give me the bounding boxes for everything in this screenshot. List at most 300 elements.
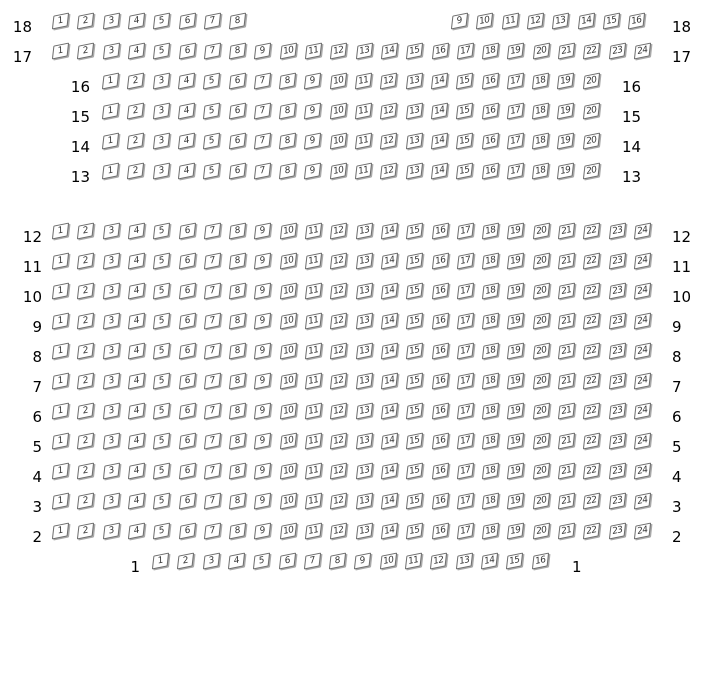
seat-row-6-seat-2[interactable] bbox=[75, 402, 96, 420]
seat-row-10-seat-16[interactable] bbox=[430, 282, 451, 300]
seat-row-11-seat-21[interactable] bbox=[556, 252, 577, 270]
seat-row-2-seat-12[interactable] bbox=[328, 522, 349, 540]
seat-row-6-seat-12[interactable] bbox=[328, 402, 349, 420]
seat-row-16-seat-16[interactable] bbox=[480, 72, 501, 90]
seat-row-3-seat-6[interactable] bbox=[177, 492, 198, 510]
seat-row-2-seat-11[interactable] bbox=[303, 522, 324, 540]
seat-row-14-seat-18[interactable] bbox=[530, 132, 551, 150]
seat-row-1-seat-4[interactable] bbox=[226, 552, 247, 570]
seat-row-5-seat-16[interactable] bbox=[430, 432, 451, 450]
seat-row-2-seat-10[interactable] bbox=[278, 522, 299, 540]
seat-row-9-seat-12[interactable] bbox=[328, 312, 349, 330]
seat-row-9-seat-24[interactable] bbox=[632, 312, 653, 330]
seat-row-2-seat-15[interactable] bbox=[404, 522, 425, 540]
seat-row-6-seat-21[interactable] bbox=[556, 402, 577, 420]
seat-row-2-seat-8[interactable] bbox=[227, 522, 248, 540]
seat-row-11-seat-12[interactable] bbox=[328, 252, 349, 270]
seat-row-15-seat-8[interactable] bbox=[277, 102, 298, 120]
seat-row-13-seat-11[interactable] bbox=[353, 162, 374, 180]
seat-row-8-seat-19[interactable] bbox=[505, 342, 526, 360]
seat-row-3-seat-5[interactable] bbox=[151, 492, 172, 510]
seat-row-16-seat-14[interactable] bbox=[429, 72, 450, 90]
seat-row-7-seat-6[interactable] bbox=[177, 372, 198, 390]
seat-row-6-seat-4[interactable] bbox=[126, 402, 147, 420]
seat-row-8-seat-4[interactable] bbox=[126, 342, 147, 360]
seat-row-5-seat-23[interactable] bbox=[607, 432, 628, 450]
seat-row-7-seat-7[interactable] bbox=[202, 372, 223, 390]
seat-row-12-seat-21[interactable] bbox=[556, 222, 577, 240]
seat-row-5-seat-11[interactable] bbox=[303, 432, 324, 450]
seat-row-10-seat-17[interactable] bbox=[455, 282, 476, 300]
seat-row-14-seat-12[interactable] bbox=[378, 132, 399, 150]
seat-row-16-seat-18[interactable] bbox=[530, 72, 551, 90]
seat-row-7-seat-2[interactable] bbox=[75, 372, 96, 390]
seat-row-10-seat-7[interactable] bbox=[202, 282, 223, 300]
seat-row-2-seat-9[interactable] bbox=[252, 522, 273, 540]
seat-row-8-seat-1[interactable] bbox=[50, 342, 71, 360]
seat-row-9-seat-17[interactable] bbox=[455, 312, 476, 330]
seat-row-1-seat-14[interactable] bbox=[479, 552, 500, 570]
seat-row-14-seat-8[interactable] bbox=[277, 132, 298, 150]
seat-row-4-seat-10[interactable] bbox=[278, 462, 299, 480]
seat-row-13-seat-19[interactable] bbox=[555, 162, 576, 180]
seat-row-17-seat-19[interactable] bbox=[505, 42, 526, 60]
seat-row-2-seat-5[interactable] bbox=[151, 522, 172, 540]
seat-row-10-seat-6[interactable] bbox=[177, 282, 198, 300]
seat-row-18-seat-8[interactable] bbox=[227, 12, 248, 30]
seat-row-15-seat-16[interactable] bbox=[480, 102, 501, 120]
seat-row-13-seat-6[interactable] bbox=[227, 162, 248, 180]
seat-row-8-seat-13[interactable] bbox=[354, 342, 375, 360]
seat-row-13-seat-5[interactable] bbox=[201, 162, 222, 180]
seat-row-15-seat-3[interactable] bbox=[151, 102, 172, 120]
seat-row-14-seat-6[interactable] bbox=[227, 132, 248, 150]
seat-row-9-seat-15[interactable] bbox=[404, 312, 425, 330]
seat-row-1-seat-3[interactable] bbox=[201, 552, 222, 570]
seat-row-17-seat-3[interactable] bbox=[101, 42, 122, 60]
seat-row-6-seat-5[interactable] bbox=[151, 402, 172, 420]
seat-row-5-seat-14[interactable] bbox=[379, 432, 400, 450]
seat-row-11-seat-7[interactable] bbox=[202, 252, 223, 270]
seat-row-8-seat-17[interactable] bbox=[455, 342, 476, 360]
seat-row-5-seat-15[interactable] bbox=[404, 432, 425, 450]
seat-row-16-seat-5[interactable] bbox=[201, 72, 222, 90]
seat-row-7-seat-18[interactable] bbox=[480, 372, 501, 390]
seat-row-2-seat-14[interactable] bbox=[379, 522, 400, 540]
seat-row-15-seat-14[interactable] bbox=[429, 102, 450, 120]
seat-row-9-seat-23[interactable] bbox=[607, 312, 628, 330]
seat-row-8-seat-5[interactable] bbox=[151, 342, 172, 360]
seat-row-1-seat-7[interactable] bbox=[302, 552, 323, 570]
seat-row-12-seat-7[interactable] bbox=[202, 222, 223, 240]
seat-row-11-seat-6[interactable] bbox=[177, 252, 198, 270]
seat-row-13-seat-1[interactable] bbox=[100, 162, 121, 180]
seat-row-12-seat-12[interactable] bbox=[328, 222, 349, 240]
seat-row-2-seat-7[interactable] bbox=[202, 522, 223, 540]
seat-row-15-seat-11[interactable] bbox=[353, 102, 374, 120]
seat-row-14-seat-9[interactable] bbox=[302, 132, 323, 150]
seat-row-10-seat-15[interactable] bbox=[404, 282, 425, 300]
seat-row-4-seat-3[interactable] bbox=[101, 462, 122, 480]
seat-row-16-seat-13[interactable] bbox=[404, 72, 425, 90]
seat-row-11-seat-20[interactable] bbox=[531, 252, 552, 270]
seat-row-4-seat-22[interactable] bbox=[581, 462, 602, 480]
seat-row-3-seat-11[interactable] bbox=[303, 492, 324, 510]
seat-row-9-seat-8[interactable] bbox=[227, 312, 248, 330]
seat-row-14-seat-19[interactable] bbox=[555, 132, 576, 150]
seat-row-15-seat-12[interactable] bbox=[378, 102, 399, 120]
seat-row-12-seat-8[interactable] bbox=[227, 222, 248, 240]
seat-row-12-seat-3[interactable] bbox=[101, 222, 122, 240]
seat-row-13-seat-20[interactable] bbox=[581, 162, 602, 180]
seat-row-17-seat-14[interactable] bbox=[379, 42, 400, 60]
seat-row-8-seat-12[interactable] bbox=[328, 342, 349, 360]
seat-row-9-seat-7[interactable] bbox=[202, 312, 223, 330]
seat-row-5-seat-12[interactable] bbox=[328, 432, 349, 450]
seat-row-6-seat-23[interactable] bbox=[607, 402, 628, 420]
seat-row-5-seat-21[interactable] bbox=[556, 432, 577, 450]
seat-row-1-seat-15[interactable] bbox=[504, 552, 525, 570]
seat-row-12-seat-6[interactable] bbox=[177, 222, 198, 240]
seat-row-16-seat-4[interactable] bbox=[176, 72, 197, 90]
seat-row-15-seat-13[interactable] bbox=[404, 102, 425, 120]
seat-row-16-seat-11[interactable] bbox=[353, 72, 374, 90]
seat-row-9-seat-13[interactable] bbox=[354, 312, 375, 330]
seat-row-4-seat-21[interactable] bbox=[556, 462, 577, 480]
seat-row-7-seat-12[interactable] bbox=[328, 372, 349, 390]
seat-row-10-seat-13[interactable] bbox=[354, 282, 375, 300]
seat-row-10-seat-19[interactable] bbox=[505, 282, 526, 300]
seat-row-16-seat-15[interactable] bbox=[454, 72, 475, 90]
seat-row-2-seat-16[interactable] bbox=[430, 522, 451, 540]
seat-row-2-seat-17[interactable] bbox=[455, 522, 476, 540]
seat-row-7-seat-4[interactable] bbox=[126, 372, 147, 390]
seat-row-13-seat-15[interactable] bbox=[454, 162, 475, 180]
seat-row-14-seat-11[interactable] bbox=[353, 132, 374, 150]
seat-row-12-seat-10[interactable] bbox=[278, 222, 299, 240]
seat-row-5-seat-2[interactable] bbox=[75, 432, 96, 450]
seat-row-16-seat-2[interactable] bbox=[125, 72, 146, 90]
seat-row-12-seat-14[interactable] bbox=[379, 222, 400, 240]
seat-row-16-seat-7[interactable] bbox=[252, 72, 273, 90]
seat-row-12-seat-20[interactable] bbox=[531, 222, 552, 240]
seat-row-11-seat-2[interactable] bbox=[75, 252, 96, 270]
seat-row-2-seat-6[interactable] bbox=[177, 522, 198, 540]
seat-row-4-seat-4[interactable] bbox=[126, 462, 147, 480]
seat-row-17-seat-2[interactable] bbox=[75, 42, 96, 60]
seat-row-3-seat-24[interactable] bbox=[632, 492, 653, 510]
seat-row-12-seat-4[interactable] bbox=[126, 222, 147, 240]
seat-row-10-seat-4[interactable] bbox=[126, 282, 147, 300]
seat-row-14-seat-20[interactable] bbox=[581, 132, 602, 150]
seat-row-3-seat-8[interactable] bbox=[227, 492, 248, 510]
seat-row-15-seat-2[interactable] bbox=[125, 102, 146, 120]
seat-row-1-seat-5[interactable] bbox=[251, 552, 272, 570]
seat-row-14-seat-1[interactable] bbox=[100, 132, 121, 150]
seat-row-13-seat-17[interactable] bbox=[505, 162, 526, 180]
seat-row-6-seat-14[interactable] bbox=[379, 402, 400, 420]
seat-row-10-seat-18[interactable] bbox=[480, 282, 501, 300]
seat-row-9-seat-14[interactable] bbox=[379, 312, 400, 330]
seat-row-1-seat-13[interactable] bbox=[454, 552, 475, 570]
seat-row-1-seat-6[interactable] bbox=[277, 552, 298, 570]
seat-row-11-seat-4[interactable] bbox=[126, 252, 147, 270]
seat-row-4-seat-17[interactable] bbox=[455, 462, 476, 480]
seat-row-5-seat-4[interactable] bbox=[126, 432, 147, 450]
seat-row-10-seat-14[interactable] bbox=[379, 282, 400, 300]
seat-row-1-seat-9[interactable] bbox=[352, 552, 373, 570]
seat-row-6-seat-20[interactable] bbox=[531, 402, 552, 420]
seat-row-2-seat-13[interactable] bbox=[354, 522, 375, 540]
seat-row-7-seat-3[interactable] bbox=[101, 372, 122, 390]
seat-row-10-seat-23[interactable] bbox=[607, 282, 628, 300]
seat-row-6-seat-7[interactable] bbox=[202, 402, 223, 420]
seat-row-10-seat-9[interactable] bbox=[252, 282, 273, 300]
seat-row-1-seat-11[interactable] bbox=[403, 552, 424, 570]
seat-row-3-seat-19[interactable] bbox=[505, 492, 526, 510]
seat-row-5-seat-13[interactable] bbox=[354, 432, 375, 450]
seat-row-6-seat-1[interactable] bbox=[50, 402, 71, 420]
seat-row-11-seat-8[interactable] bbox=[227, 252, 248, 270]
seat-row-7-seat-14[interactable] bbox=[379, 372, 400, 390]
seat-row-8-seat-20[interactable] bbox=[531, 342, 552, 360]
seat-row-15-seat-20[interactable] bbox=[581, 102, 602, 120]
seat-row-16-seat-10[interactable] bbox=[328, 72, 349, 90]
seat-row-5-seat-24[interactable] bbox=[632, 432, 653, 450]
seat-row-15-seat-5[interactable] bbox=[201, 102, 222, 120]
seat-row-17-seat-4[interactable] bbox=[126, 42, 147, 60]
seat-row-18-seat-1[interactable] bbox=[50, 12, 71, 30]
seat-row-12-seat-17[interactable] bbox=[455, 222, 476, 240]
seat-row-17-seat-5[interactable] bbox=[151, 42, 172, 60]
seat-row-4-seat-24[interactable] bbox=[632, 462, 653, 480]
seat-row-10-seat-10[interactable] bbox=[278, 282, 299, 300]
seat-row-9-seat-19[interactable] bbox=[505, 312, 526, 330]
seat-row-17-seat-8[interactable] bbox=[227, 42, 248, 60]
seat-row-5-seat-5[interactable] bbox=[151, 432, 172, 450]
seat-row-11-seat-19[interactable] bbox=[505, 252, 526, 270]
seat-row-14-seat-7[interactable] bbox=[252, 132, 273, 150]
seat-row-15-seat-19[interactable] bbox=[555, 102, 576, 120]
seat-row-15-seat-4[interactable] bbox=[176, 102, 197, 120]
seat-row-9-seat-22[interactable] bbox=[581, 312, 602, 330]
seat-row-18-seat-10[interactable] bbox=[474, 12, 495, 30]
seat-row-10-seat-1[interactable] bbox=[50, 282, 71, 300]
seat-row-3-seat-23[interactable] bbox=[607, 492, 628, 510]
seat-row-14-seat-2[interactable] bbox=[125, 132, 146, 150]
seat-row-8-seat-3[interactable] bbox=[101, 342, 122, 360]
seat-row-14-seat-3[interactable] bbox=[151, 132, 172, 150]
seat-row-13-seat-3[interactable] bbox=[151, 162, 172, 180]
seat-row-17-seat-1[interactable] bbox=[50, 42, 71, 60]
seat-row-7-seat-24[interactable] bbox=[632, 372, 653, 390]
seat-row-7-seat-1[interactable] bbox=[50, 372, 71, 390]
seat-row-6-seat-3[interactable] bbox=[101, 402, 122, 420]
seat-row-5-seat-10[interactable] bbox=[278, 432, 299, 450]
seat-row-12-seat-23[interactable] bbox=[607, 222, 628, 240]
seat-row-11-seat-14[interactable] bbox=[379, 252, 400, 270]
seat-row-6-seat-8[interactable] bbox=[227, 402, 248, 420]
seat-row-11-seat-17[interactable] bbox=[455, 252, 476, 270]
seat-row-8-seat-24[interactable] bbox=[632, 342, 653, 360]
seat-row-2-seat-1[interactable] bbox=[50, 522, 71, 540]
seat-row-6-seat-24[interactable] bbox=[632, 402, 653, 420]
seat-row-6-seat-15[interactable] bbox=[404, 402, 425, 420]
seat-row-13-seat-18[interactable] bbox=[530, 162, 551, 180]
seat-row-3-seat-1[interactable] bbox=[50, 492, 71, 510]
seat-row-16-seat-3[interactable] bbox=[151, 72, 172, 90]
seat-row-6-seat-10[interactable] bbox=[278, 402, 299, 420]
seat-row-11-seat-15[interactable] bbox=[404, 252, 425, 270]
seat-row-9-seat-5[interactable] bbox=[151, 312, 172, 330]
seat-row-5-seat-6[interactable] bbox=[177, 432, 198, 450]
seat-row-3-seat-10[interactable] bbox=[278, 492, 299, 510]
seat-row-6-seat-22[interactable] bbox=[581, 402, 602, 420]
seat-row-7-seat-17[interactable] bbox=[455, 372, 476, 390]
seat-row-3-seat-2[interactable] bbox=[75, 492, 96, 510]
seat-row-6-seat-18[interactable] bbox=[480, 402, 501, 420]
seat-row-4-seat-1[interactable] bbox=[50, 462, 71, 480]
seat-row-13-seat-4[interactable] bbox=[176, 162, 197, 180]
seat-row-8-seat-11[interactable] bbox=[303, 342, 324, 360]
seat-row-3-seat-21[interactable] bbox=[556, 492, 577, 510]
seat-row-18-seat-3[interactable] bbox=[101, 12, 122, 30]
seat-row-11-seat-3[interactable] bbox=[101, 252, 122, 270]
seat-row-9-seat-11[interactable] bbox=[303, 312, 324, 330]
seat-row-7-seat-10[interactable] bbox=[278, 372, 299, 390]
seat-row-17-seat-23[interactable] bbox=[607, 42, 628, 60]
seat-row-12-seat-11[interactable] bbox=[303, 222, 324, 240]
seat-row-4-seat-5[interactable] bbox=[151, 462, 172, 480]
seat-row-3-seat-9[interactable] bbox=[252, 492, 273, 510]
seat-row-3-seat-22[interactable] bbox=[581, 492, 602, 510]
seat-row-6-seat-16[interactable] bbox=[430, 402, 451, 420]
seat-row-17-seat-18[interactable] bbox=[480, 42, 501, 60]
seat-row-7-seat-19[interactable] bbox=[505, 372, 526, 390]
seat-row-2-seat-18[interactable] bbox=[480, 522, 501, 540]
seat-row-11-seat-9[interactable] bbox=[252, 252, 273, 270]
seat-row-5-seat-7[interactable] bbox=[202, 432, 223, 450]
seat-row-11-seat-5[interactable] bbox=[151, 252, 172, 270]
seat-row-8-seat-8[interactable] bbox=[227, 342, 248, 360]
seat-row-11-seat-23[interactable] bbox=[607, 252, 628, 270]
seat-row-10-seat-2[interactable] bbox=[75, 282, 96, 300]
seat-row-17-seat-21[interactable] bbox=[556, 42, 577, 60]
seat-row-16-seat-6[interactable] bbox=[227, 72, 248, 90]
seat-row-14-seat-10[interactable] bbox=[328, 132, 349, 150]
seat-row-4-seat-8[interactable] bbox=[227, 462, 248, 480]
seat-row-13-seat-16[interactable] bbox=[480, 162, 501, 180]
seat-row-12-seat-18[interactable] bbox=[480, 222, 501, 240]
seat-row-11-seat-22[interactable] bbox=[581, 252, 602, 270]
seat-row-15-seat-1[interactable] bbox=[100, 102, 121, 120]
seat-row-16-seat-12[interactable] bbox=[378, 72, 399, 90]
seat-row-4-seat-16[interactable] bbox=[430, 462, 451, 480]
seat-row-14-seat-16[interactable] bbox=[480, 132, 501, 150]
seat-row-8-seat-18[interactable] bbox=[480, 342, 501, 360]
seat-row-6-seat-9[interactable] bbox=[252, 402, 273, 420]
seat-row-11-seat-18[interactable] bbox=[480, 252, 501, 270]
seat-row-12-seat-22[interactable] bbox=[581, 222, 602, 240]
seat-row-3-seat-4[interactable] bbox=[126, 492, 147, 510]
seat-row-3-seat-17[interactable] bbox=[455, 492, 476, 510]
seat-row-3-seat-20[interactable] bbox=[531, 492, 552, 510]
seat-row-7-seat-21[interactable] bbox=[556, 372, 577, 390]
seat-row-8-seat-10[interactable] bbox=[278, 342, 299, 360]
seat-row-9-seat-21[interactable] bbox=[556, 312, 577, 330]
seat-row-10-seat-12[interactable] bbox=[328, 282, 349, 300]
seat-row-17-seat-7[interactable] bbox=[202, 42, 223, 60]
seat-row-2-seat-23[interactable] bbox=[607, 522, 628, 540]
seat-row-17-seat-16[interactable] bbox=[430, 42, 451, 60]
seat-row-9-seat-16[interactable] bbox=[430, 312, 451, 330]
seat-row-9-seat-18[interactable] bbox=[480, 312, 501, 330]
seat-row-3-seat-3[interactable] bbox=[101, 492, 122, 510]
seat-row-9-seat-2[interactable] bbox=[75, 312, 96, 330]
seat-row-17-seat-15[interactable] bbox=[404, 42, 425, 60]
seat-row-3-seat-18[interactable] bbox=[480, 492, 501, 510]
seat-row-10-seat-11[interactable] bbox=[303, 282, 324, 300]
seat-row-7-seat-8[interactable] bbox=[227, 372, 248, 390]
seat-row-11-seat-24[interactable] bbox=[632, 252, 653, 270]
seat-row-7-seat-11[interactable] bbox=[303, 372, 324, 390]
seat-row-16-seat-1[interactable] bbox=[100, 72, 121, 90]
seat-row-15-seat-7[interactable] bbox=[252, 102, 273, 120]
seat-row-2-seat-20[interactable] bbox=[531, 522, 552, 540]
seat-row-8-seat-2[interactable] bbox=[75, 342, 96, 360]
seat-row-9-seat-4[interactable] bbox=[126, 312, 147, 330]
seat-row-1-seat-16[interactable] bbox=[530, 552, 551, 570]
seat-row-3-seat-7[interactable] bbox=[202, 492, 223, 510]
seat-row-18-seat-6[interactable] bbox=[177, 12, 198, 30]
seat-row-11-seat-16[interactable] bbox=[430, 252, 451, 270]
seat-row-12-seat-2[interactable] bbox=[75, 222, 96, 240]
seat-row-9-seat-3[interactable] bbox=[101, 312, 122, 330]
seat-row-17-seat-12[interactable] bbox=[328, 42, 349, 60]
seat-row-5-seat-20[interactable] bbox=[531, 432, 552, 450]
seat-row-15-seat-9[interactable] bbox=[302, 102, 323, 120]
seat-row-8-seat-14[interactable] bbox=[379, 342, 400, 360]
seat-row-4-seat-12[interactable] bbox=[328, 462, 349, 480]
seat-row-15-seat-15[interactable] bbox=[454, 102, 475, 120]
seat-row-12-seat-19[interactable] bbox=[505, 222, 526, 240]
seat-row-5-seat-19[interactable] bbox=[505, 432, 526, 450]
seat-row-7-seat-22[interactable] bbox=[581, 372, 602, 390]
seat-row-12-seat-9[interactable] bbox=[252, 222, 273, 240]
seat-row-4-seat-20[interactable] bbox=[531, 462, 552, 480]
seat-row-12-seat-16[interactable] bbox=[430, 222, 451, 240]
seat-row-17-seat-6[interactable] bbox=[177, 42, 198, 60]
seat-row-4-seat-9[interactable] bbox=[252, 462, 273, 480]
seat-row-12-seat-24[interactable] bbox=[632, 222, 653, 240]
seat-row-7-seat-23[interactable] bbox=[607, 372, 628, 390]
seat-row-8-seat-9[interactable] bbox=[252, 342, 273, 360]
seat-row-9-seat-20[interactable] bbox=[531, 312, 552, 330]
seat-row-2-seat-3[interactable] bbox=[101, 522, 122, 540]
seat-row-7-seat-20[interactable] bbox=[531, 372, 552, 390]
seat-row-10-seat-22[interactable] bbox=[581, 282, 602, 300]
seat-row-4-seat-2[interactable] bbox=[75, 462, 96, 480]
seat-row-3-seat-13[interactable] bbox=[354, 492, 375, 510]
seat-row-10-seat-3[interactable] bbox=[101, 282, 122, 300]
seat-row-7-seat-5[interactable] bbox=[151, 372, 172, 390]
seat-row-6-seat-13[interactable] bbox=[354, 402, 375, 420]
seat-row-1-seat-1[interactable] bbox=[150, 552, 171, 570]
seat-row-11-seat-10[interactable] bbox=[278, 252, 299, 270]
seat-row-5-seat-8[interactable] bbox=[227, 432, 248, 450]
seat-row-10-seat-20[interactable] bbox=[531, 282, 552, 300]
seat-row-8-seat-23[interactable] bbox=[607, 342, 628, 360]
